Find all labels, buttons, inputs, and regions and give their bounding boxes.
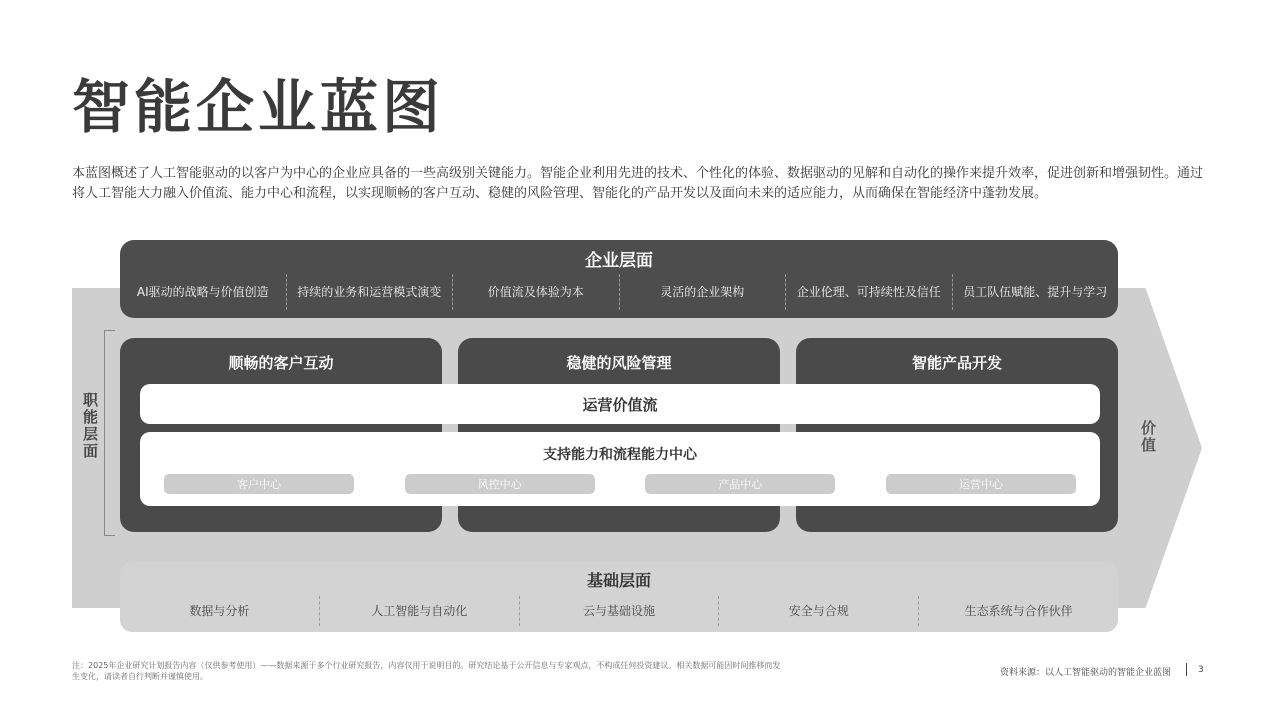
enterprise-item: 灵活的企业架构 [620,274,787,310]
foundation-item: 数据与分析 [120,596,320,626]
enterprise-item: 持续的业务和运营模式演变 [287,274,454,310]
enterprise-layer-title: 企业层面 [585,251,653,271]
capability-panel-title: 智能产品开发 [911,354,1002,372]
enterprise-item: 价值流及体验为本 [453,274,620,310]
enterprise-item: 企业伦理、可持续性及信任 [786,274,953,310]
capability-chip: 产品中心 [645,474,835,494]
capability-chip: 风控中心 [405,474,595,494]
enterprise-item: 员工队伍赋能、提升与学习 [963,285,1108,299]
foundation-item: 人工智能与自动化 [320,596,520,626]
footnote: 注：2025年企业研究计划报告内容（仅供参考使用）——数据来源于多个行业研究报告，内容仅用于说明目的。研究结论基于公开信息与专家观点，不构成任何投资建议。相关数据可能因时间推移而发生变化，请读者自行判断并谨慎使用。 [72,661,781,681]
footer-divider [1186,663,1187,676]
functional-bracket [104,330,115,536]
enterprise-layer [120,240,1118,318]
foundation-item: 云与基础设施 [520,596,720,626]
capability-panel-title: 稳健的风险管理 [566,354,672,372]
enterprise-item: AI驱动的战略与价值创造 [120,274,287,310]
value-arrow-label: 价值 [1139,420,1157,454]
source-note: 资料来源：以人工智能驱动的智能企业蓝图 [1000,668,1172,678]
capability-chip: 客户中心 [164,474,354,494]
foundation-layer-title: 基础层面 [586,571,651,590]
support-capability-center [140,432,1100,506]
page-title: 智能企业蓝图 [72,73,445,141]
foundation-item: 安全与合规 [719,596,919,626]
capability-panel-title: 顺畅的客户互动 [228,354,334,372]
operations-value-stream: 运营价值流 [140,384,1100,424]
page-number: 3 [1198,665,1204,675]
foundation-item: 生态系统与合作伙伴 [964,604,1073,618]
foundation-layer [120,562,1118,632]
intro-paragraph: 本蓝图概述了人工智能驱动的以客户为中心的企业应具备的一些高级别关键能力。智能企业利用先进的技术、个性化的体验、数据驱动的见解和自动化的操作来提升效率，促进创新和增强韧性。通过将人工智能大力融入价值流、能力中心和流程，以实现顺畅的客户互动、稳健的风险管理、智能化的产品开发以及面向未来的适应能力，从而确保在智能经济中蓬勃发展。 [72,166,1204,201]
capability-chip: 运营中心 [886,474,1076,494]
functional-layer-label: 职能层面 [81,392,99,460]
support-center-title: 支持能力和流程能力中心 [543,447,697,463]
